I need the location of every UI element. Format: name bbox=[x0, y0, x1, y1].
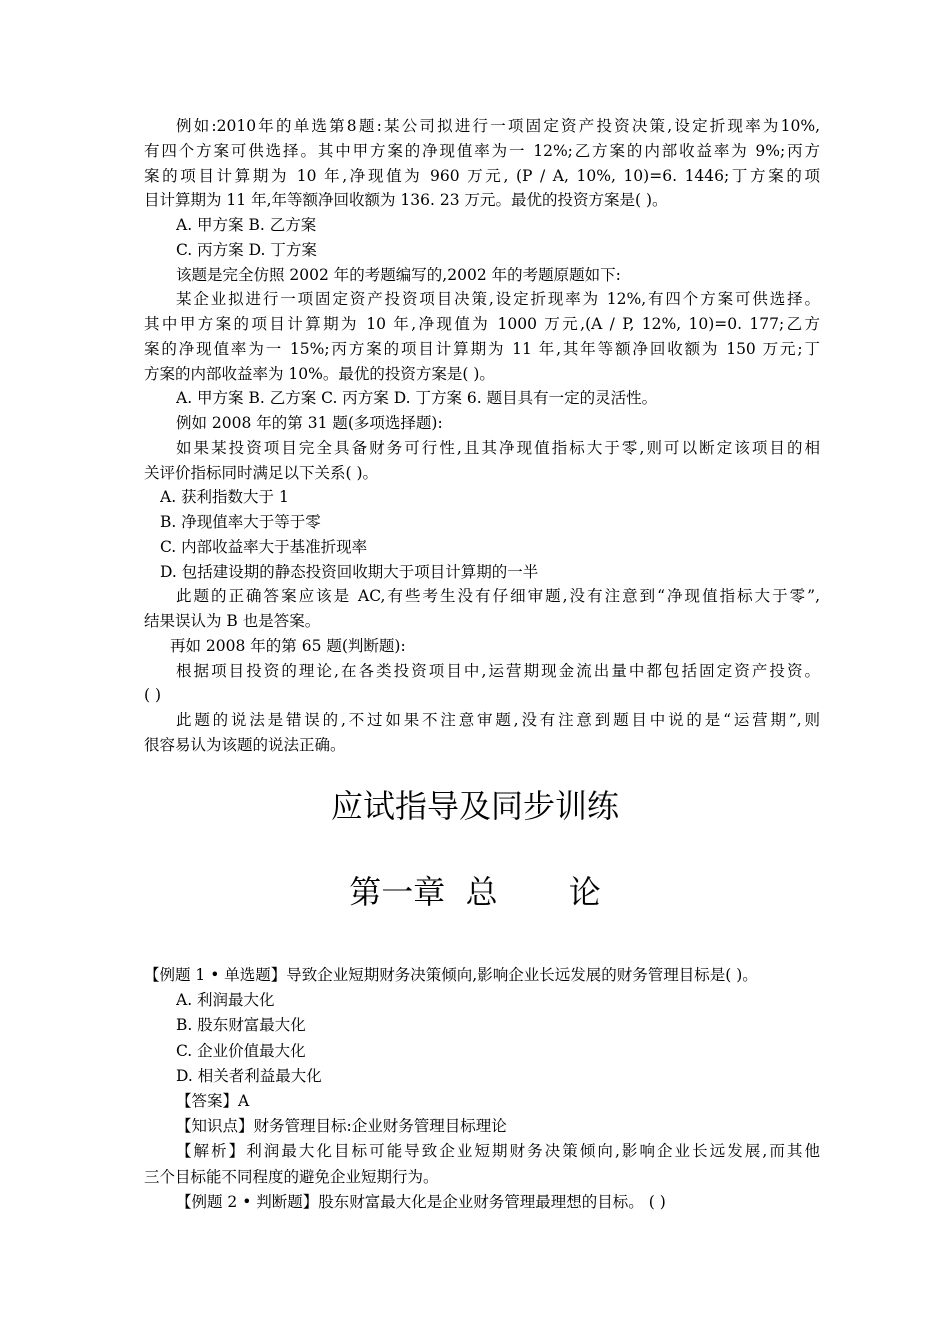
text-line: 该题是完全仿照 2002 年的考题编写的,2002 年的考题原题如下: bbox=[176, 265, 621, 284]
text-line: C. 内部收益率大于基准折现率 bbox=[160, 537, 368, 556]
text-line: 【知识点】财务管理目标:企业财务管理目标理论 bbox=[176, 1117, 507, 1136]
text-line: 某企业拟进行一项固定资产投资项目决策,设定折现率为 12%,有四个方案可供选择。 bbox=[176, 290, 820, 309]
text-line: 如果某投资项目完全具备财务可行性,且其净现值指标大于零,则可以断定该项目的相 bbox=[176, 438, 820, 457]
text-line: 【例题 2 • 判断题】股东财富最大化是企业财务管理最理想的目标。 ( ) bbox=[176, 1192, 666, 1211]
text-line: 方案的内部收益率为 10%。最优的投资方案是( )。 bbox=[144, 364, 495, 383]
text-line: 【答案】A bbox=[176, 1092, 250, 1110]
text-line: 目计算期为 11 年,年等额净回收额为 136. 23 万元。最优的投资方案是( )。 bbox=[144, 191, 668, 210]
text-line: C. 企业价值最大化 bbox=[176, 1041, 306, 1060]
text-line: 关评价指标同时满足以下关系( )。 bbox=[144, 463, 379, 482]
text-line: A. 利润最大化 bbox=[176, 991, 275, 1010]
chapter-heading: 第一章 总 论 bbox=[349, 873, 601, 911]
text-line: 结果误认为 B 也是答案。 bbox=[144, 612, 321, 630]
text-line: A. 获利指数大于 1 bbox=[160, 488, 289, 507]
text-line: 很容易认为该题的说法正确。 bbox=[144, 735, 346, 754]
text-line: 【例题 1 • 单选题】导致企业短期财务决策倾向,影响企业长远发展的财务管理目标是( )。 bbox=[144, 966, 758, 984]
text-line: 例如 2008 年的第 31 题(多项选择题): bbox=[176, 414, 443, 432]
text-line: C. 丙方案 D. 丁方案 bbox=[176, 240, 317, 259]
section-heading: 应试指导及同步训练 bbox=[330, 787, 619, 825]
text-line: D. 包括建设期的静态投资回收期大于项目计算期的一半 bbox=[160, 562, 539, 581]
text-line: ( ) bbox=[144, 686, 162, 705]
text-line: A. 甲方案 B. 乙方案 C. 丙方案 D. 丁方案 6. 题目具有一定的灵活性。 bbox=[176, 389, 658, 408]
text-line: D. 相关者利益最大化 bbox=[176, 1066, 322, 1085]
text-line: 例如:2010年的单选第8题:某公司拟进行一项固定资产投资决策,设定折现率为10%, bbox=[176, 117, 820, 135]
text-line: 此题的说法是错误的,不过如果不注意审题,没有注意到题目中说的是“运营期”,则 bbox=[176, 711, 820, 729]
text-line: 案的净现值率为一 15%;丙方案的项目计算期为 11 年,其年等额净回收额为 150 万元;丁 bbox=[144, 339, 820, 358]
text-line: 其中甲方案的项目计算期为 10 年,净现值为 1000 万元,(A / P, 12%, 10)=0. 177;乙方 bbox=[144, 315, 820, 333]
text-line: 三个目标能不同程度的避免企业短期行为。 bbox=[144, 1167, 439, 1186]
text-line: 有四个方案可供选择。其中甲方案的净现值率为一 12%;乙方案的内部收益率为 9%;丙方 bbox=[144, 141, 820, 160]
text-line: 案的项目计算期为 10 年,净现值为 960 万元, (P / A, 10%, 10)=6. 1446;丁方案的项 bbox=[144, 166, 820, 185]
text-line: 【解析】利润最大化目标可能导致企业短期财务决策倾向,影响企业长远发展,而其他 bbox=[176, 1142, 820, 1161]
text-line: 再如 2008 年的第 65 题(判断题): bbox=[170, 636, 406, 655]
text-line: 根据项目投资的理论,在各类投资项目中,运营期现金流出量中都包括固定资产投资。 bbox=[176, 661, 820, 680]
text-line: B. 股东财富最大化 bbox=[176, 1016, 306, 1035]
text-line: B. 净现值率大于等于零 bbox=[160, 513, 321, 531]
text-line: 此题的正确答案应该是 AC,有些考生没有仔细审题,没有注意到“净现值指标大于零”, bbox=[176, 587, 820, 606]
text-line: A. 甲方案 B. 乙方案 bbox=[176, 216, 317, 234]
